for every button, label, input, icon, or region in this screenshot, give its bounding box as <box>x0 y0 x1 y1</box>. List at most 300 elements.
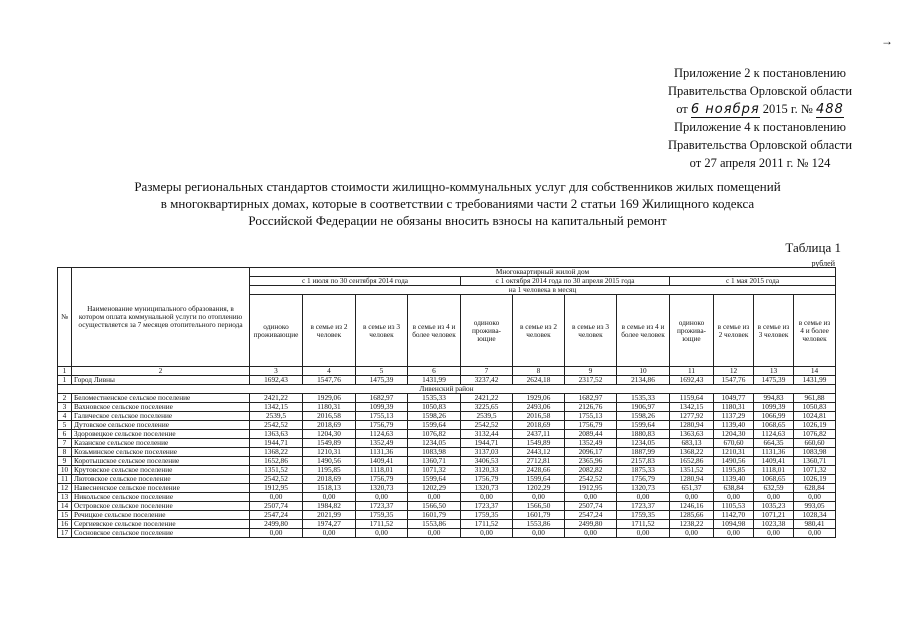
value-cell: 0,00 <box>250 529 303 538</box>
table-row <box>58 493 836 502</box>
value-cell: 1598,26 <box>408 412 461 421</box>
value-cell: 1139,40 <box>714 421 754 430</box>
table-row <box>58 403 836 412</box>
row-number: 4 <box>58 412 72 421</box>
value-cell: 1195,85 <box>303 466 356 475</box>
table-label: Таблица 1 <box>785 240 841 255</box>
table-row <box>58 511 836 520</box>
municipality-name: Навесненское сельское поселение <box>72 484 250 493</box>
value-cell: 1912,95 <box>250 484 303 493</box>
value-cell: 1929,06 <box>303 394 356 403</box>
value-cell: 0,00 <box>513 493 565 502</box>
row-number: 10 <box>58 466 72 475</box>
value-cell: 2089,44 <box>565 430 617 439</box>
value-cell: 1180,31 <box>303 403 356 412</box>
appendix-header-current <box>620 64 900 118</box>
value-cell: 1553,86 <box>513 520 565 529</box>
table-row <box>58 439 836 448</box>
value-cell: 1204,30 <box>303 430 356 439</box>
value-cell: 1363,63 <box>670 430 714 439</box>
value-cell: 1023,38 <box>754 520 794 529</box>
value-cell: 638,84 <box>714 484 754 493</box>
value-cell: 980,41 <box>794 520 836 529</box>
subheader-cell: в семье из 4 и более человек <box>617 295 670 367</box>
value-cell: 1352,49 <box>565 439 617 448</box>
municipality-name: Сергиевское сельское поселение <box>72 520 250 529</box>
value-cell: 1210,31 <box>714 448 754 457</box>
value-cell: 1549,89 <box>513 439 565 448</box>
value-cell: 2539,5 <box>461 412 513 421</box>
value-cell: 2018,69 <box>513 421 565 430</box>
value-cell: 2507,74 <box>565 502 617 511</box>
appendix-title: Приложение 2 к постановлению <box>674 66 846 80</box>
header-number: № <box>58 268 72 367</box>
column-number: 5 <box>356 367 408 376</box>
value-cell: 651,37 <box>670 484 714 493</box>
value-cell: 2421,22 <box>250 394 303 403</box>
value-cell: 0,00 <box>754 529 794 538</box>
value-cell: 1547,76 <box>303 376 356 385</box>
value-cell: 1490,56 <box>303 457 356 466</box>
value-cell: 1599,64 <box>617 421 670 430</box>
value-cell: 1280,94 <box>670 421 714 430</box>
header-per-person: на 1 человека в месяц <box>250 286 836 295</box>
value-cell: 1124,63 <box>356 430 408 439</box>
value-cell: 1071,21 <box>754 511 794 520</box>
subheader-cell: в семье из 2 человек <box>513 295 565 367</box>
value-cell: 0,00 <box>794 493 836 502</box>
value-cell: 3132,44 <box>461 430 513 439</box>
value-cell: 1755,13 <box>565 412 617 421</box>
value-cell: 993,05 <box>794 502 836 511</box>
value-cell: 0,00 <box>408 493 461 502</box>
value-cell: 1124,63 <box>754 430 794 439</box>
value-cell: 1368,22 <box>670 448 714 457</box>
value-cell: 2499,80 <box>565 520 617 529</box>
value-cell: 1234,05 <box>617 439 670 448</box>
value-cell: 1409,41 <box>356 457 408 466</box>
value-cell: 1692,43 <box>670 376 714 385</box>
value-cell: 1142,70 <box>714 511 754 520</box>
municipality-name: Здоровецкое сельское поселение <box>72 430 250 439</box>
table-row <box>58 529 836 538</box>
municipality-name: Островское сельское поселение <box>72 502 250 511</box>
value-cell: 1363,63 <box>250 430 303 439</box>
value-cell: 1105,53 <box>714 502 754 511</box>
value-cell: 2547,24 <box>565 511 617 520</box>
value-cell: 2421,22 <box>461 394 513 403</box>
value-cell: 2539,5 <box>250 412 303 421</box>
value-cell: 2542,52 <box>250 421 303 430</box>
value-cell: 2134,86 <box>617 376 670 385</box>
municipality-name: Беломестненское сельское поселение <box>72 394 250 403</box>
value-cell: 2547,24 <box>250 511 303 520</box>
value-cell: 0,00 <box>303 493 356 502</box>
table-row <box>58 520 836 529</box>
value-cell: 1984,82 <box>303 502 356 511</box>
value-cell: 628,84 <box>794 484 836 493</box>
value-cell: 1974,27 <box>303 520 356 529</box>
value-cell: 0,00 <box>617 529 670 538</box>
title-line-1: Размеры региональных стандартов стоимости жилищно-коммунальных услуг для собственников жилых помещений <box>134 179 781 194</box>
row-number: 17 <box>58 529 72 538</box>
table-row <box>58 412 836 421</box>
value-cell: 2126,76 <box>565 403 617 412</box>
column-number: 3 <box>250 367 303 376</box>
value-cell: 2018,69 <box>303 421 356 430</box>
title-line-2: в многоквартирных домах, которые в соответствии с требованиями части 2 статьи 169 Жилищного кодекса <box>160 196 755 211</box>
value-cell: 1139,40 <box>714 475 754 484</box>
value-cell: 1490,56 <box>714 457 754 466</box>
table-row <box>58 484 836 493</box>
value-cell: 1320,73 <box>617 484 670 493</box>
value-cell: 1076,82 <box>794 430 836 439</box>
value-cell: 0,00 <box>250 493 303 502</box>
municipality-name: Коротышское сельское поселение <box>72 457 250 466</box>
value-cell: 3225,65 <box>461 403 513 412</box>
value-cell: 3137,03 <box>461 448 513 457</box>
value-cell: 1475,39 <box>356 376 408 385</box>
municipality-name: Дутовское сельское поселение <box>72 421 250 430</box>
value-cell: 0,00 <box>617 493 670 502</box>
value-cell: 0,00 <box>670 529 714 538</box>
row-number: 8 <box>58 448 72 457</box>
value-cell: 1601,79 <box>408 511 461 520</box>
value-cell: 1756,79 <box>617 475 670 484</box>
value-cell: 1711,52 <box>461 520 513 529</box>
appendix-authority: Правительства Орловской области <box>667 84 853 98</box>
value-cell: 1049,77 <box>714 394 754 403</box>
value-cell: 1234,05 <box>408 439 461 448</box>
value-cell: 961,88 <box>794 394 836 403</box>
value-cell: 1280,94 <box>670 475 714 484</box>
value-cell: 1024,81 <box>794 412 836 421</box>
appendix-date-line <box>620 100 900 118</box>
municipality-name: Галическое сельское поселение <box>72 412 250 421</box>
value-cell: 1944,71 <box>250 439 303 448</box>
value-cell: 1756,79 <box>356 475 408 484</box>
municipality-name: Казанское сельское поселение <box>72 439 250 448</box>
value-cell: 1118,01 <box>356 466 408 475</box>
subheader-cell: в семье из 2 человек <box>714 295 754 367</box>
value-cell: 1887,99 <box>617 448 670 457</box>
value-cell: 1202,29 <box>513 484 565 493</box>
value-cell: 1071,32 <box>408 466 461 475</box>
municipality-name: Сосновское сельское поселение <box>72 529 250 538</box>
column-number: 7 <box>461 367 513 376</box>
value-cell: 1723,37 <box>617 502 670 511</box>
value-cell: 2021,99 <box>303 511 356 520</box>
table-row <box>58 421 836 430</box>
value-cell: 1756,79 <box>565 421 617 430</box>
value-cell: 0,00 <box>461 529 513 538</box>
value-cell: 1360,71 <box>794 457 836 466</box>
value-cell: 1131,36 <box>356 448 408 457</box>
value-cell: 1050,83 <box>408 403 461 412</box>
row-number: 13 <box>58 493 72 502</box>
value-cell: 2493,06 <box>513 403 565 412</box>
value-cell: 1026,19 <box>794 421 836 430</box>
value-cell: 1566,50 <box>513 502 565 511</box>
value-cell: 664,35 <box>754 439 794 448</box>
value-cell: 2542,52 <box>565 475 617 484</box>
value-cell: 1028,34 <box>794 511 836 520</box>
value-cell: 1599,64 <box>408 475 461 484</box>
header-period-2: с 1 октября 2014 года по 30 апреля 2015 года <box>461 277 670 286</box>
value-cell: 1549,89 <box>303 439 356 448</box>
column-number: 13 <box>754 367 794 376</box>
value-cell: 2507,74 <box>250 502 303 511</box>
value-cell: 3237,42 <box>461 376 513 385</box>
value-cell: 1320,73 <box>356 484 408 493</box>
value-cell: 1131,36 <box>754 448 794 457</box>
value-cell: 1195,85 <box>714 466 754 475</box>
value-cell: 670,60 <box>714 439 754 448</box>
value-cell: 0,00 <box>565 529 617 538</box>
value-cell: 1246,16 <box>670 502 714 511</box>
original-appendix-date: от 27 апреля 2011 г. № 124 <box>689 156 831 170</box>
value-cell: 1756,79 <box>356 421 408 430</box>
value-cell: 1711,52 <box>617 520 670 529</box>
value-cell: 1723,37 <box>461 502 513 511</box>
table-row <box>58 394 836 403</box>
region-name: Ливенский район <box>58 385 836 394</box>
row-number: 2 <box>58 394 72 403</box>
row-number: 7 <box>58 439 72 448</box>
value-cell: 1599,64 <box>408 421 461 430</box>
value-cell: 1652,86 <box>250 457 303 466</box>
value-cell: 0,00 <box>408 529 461 538</box>
value-cell: 1137,29 <box>714 412 754 421</box>
value-cell: 0,00 <box>670 493 714 502</box>
value-cell: 1118,01 <box>754 466 794 475</box>
value-cell: 1547,76 <box>714 376 754 385</box>
row-number: 14 <box>58 502 72 511</box>
municipality-name: Лютовское сельское поселение <box>72 475 250 484</box>
value-cell: 1071,32 <box>794 466 836 475</box>
table-row <box>58 457 836 466</box>
value-cell: 1204,30 <box>714 430 754 439</box>
value-cell: 3406,53 <box>461 457 513 466</box>
value-cell: 1050,83 <box>794 403 836 412</box>
subheader-cell: в семье из 4 и более человек <box>794 295 836 367</box>
value-cell: 1094,98 <box>714 520 754 529</box>
subheader-cell: в семье из 3 человек <box>565 295 617 367</box>
row-number: 1 <box>58 376 72 385</box>
value-cell: 1368,22 <box>250 448 303 457</box>
value-cell: 1099,39 <box>754 403 794 412</box>
municipality-name: Никольское сельское поселение <box>72 493 250 502</box>
municipality-name: Город Ливны <box>72 376 250 385</box>
value-cell: 0,00 <box>303 529 356 538</box>
value-cell: 683,13 <box>670 439 714 448</box>
column-number: 1 <box>58 367 72 376</box>
value-cell: 1238,22 <box>670 520 714 529</box>
value-cell: 2542,52 <box>461 421 513 430</box>
value-cell: 0,00 <box>565 493 617 502</box>
value-cell: 1906,97 <box>617 403 670 412</box>
column-number: 2 <box>72 367 250 376</box>
value-cell: 1351,52 <box>670 466 714 475</box>
subheader-cell: в семье из 2 человек <box>303 295 356 367</box>
value-cell: 2096,17 <box>565 448 617 457</box>
row-number: 6 <box>58 430 72 439</box>
table-row <box>58 466 836 475</box>
value-cell: 1755,13 <box>356 412 408 421</box>
value-cell: 1912,95 <box>565 484 617 493</box>
value-cell: 1068,65 <box>754 421 794 430</box>
value-cell: 1431,99 <box>408 376 461 385</box>
value-cell: 660,60 <box>794 439 836 448</box>
value-cell: 1320,73 <box>461 484 513 493</box>
value-cell: 1083,98 <box>794 448 836 457</box>
value-cell: 0,00 <box>754 493 794 502</box>
value-cell: 1598,26 <box>617 412 670 421</box>
value-cell: 0,00 <box>794 529 836 538</box>
value-cell: 1723,37 <box>356 502 408 511</box>
value-cell: 1682,97 <box>565 394 617 403</box>
value-cell: 1342,15 <box>670 403 714 412</box>
value-cell: 1351,52 <box>250 466 303 475</box>
original-appendix-authority: Правительства Орловской области <box>667 138 853 152</box>
value-cell: 2157,83 <box>617 457 670 466</box>
value-cell: 1652,86 <box>670 457 714 466</box>
value-cell: 2437,11 <box>513 430 565 439</box>
value-cell: 1692,43 <box>250 376 303 385</box>
value-cell: 1026,19 <box>794 475 836 484</box>
value-cell: 1756,79 <box>461 475 513 484</box>
handwritten-date: 6 ноября <box>690 102 760 117</box>
value-cell: 994,83 <box>754 394 794 403</box>
title-line-3: Российской Федерации не обязаны вносить взносы на капитальный ремонт <box>248 213 667 228</box>
value-cell: 1202,29 <box>408 484 461 493</box>
column-number: 4 <box>303 367 356 376</box>
value-cell: 2712,81 <box>513 457 565 466</box>
value-cell: 2499,80 <box>250 520 303 529</box>
value-cell: 1759,35 <box>356 511 408 520</box>
table-row <box>58 448 836 457</box>
table-row-city <box>58 376 836 385</box>
value-cell: 3120,33 <box>461 466 513 475</box>
document-title <box>90 178 825 229</box>
subheader-cell: одиноко проживающие <box>250 295 303 367</box>
table-row <box>58 502 836 511</box>
corner-mark: → <box>881 34 893 48</box>
units-label: рублей <box>811 259 835 268</box>
value-cell: 1875,33 <box>617 466 670 475</box>
value-cell: 1360,71 <box>408 457 461 466</box>
standards-table <box>57 267 836 538</box>
value-cell: 0,00 <box>513 529 565 538</box>
value-cell: 1068,65 <box>754 475 794 484</box>
value-cell: 1553,86 <box>408 520 461 529</box>
row-number: 16 <box>58 520 72 529</box>
value-cell: 1880,83 <box>617 430 670 439</box>
subheader-cell: в семье из 4 и более человек <box>408 295 461 367</box>
value-cell: 0,00 <box>714 493 754 502</box>
value-cell: 2018,69 <box>303 475 356 484</box>
value-cell: 2082,82 <box>565 466 617 475</box>
region-row <box>58 385 836 394</box>
value-cell: 2016,58 <box>513 412 565 421</box>
subheader-cell: одиноко прожива-ющие <box>670 295 714 367</box>
value-cell: 1518,13 <box>303 484 356 493</box>
value-cell: 1076,82 <box>408 430 461 439</box>
date-prefix: от <box>676 102 688 116</box>
row-number: 3 <box>58 403 72 412</box>
municipality-name: Козьминское сельское поселение <box>72 448 250 457</box>
value-cell: 1682,97 <box>356 394 408 403</box>
value-cell: 1099,39 <box>356 403 408 412</box>
municipality-name: Крутовское сельское поселение <box>72 466 250 475</box>
value-cell: 1566,50 <box>408 502 461 511</box>
value-cell: 1535,33 <box>408 394 461 403</box>
value-cell: 2443,12 <box>513 448 565 457</box>
row-number: 5 <box>58 421 72 430</box>
table-row <box>58 475 836 484</box>
original-appendix-title: Приложение 4 к постановлению <box>674 120 846 134</box>
value-cell: 632,59 <box>754 484 794 493</box>
row-number: 11 <box>58 475 72 484</box>
appendix-header-original <box>620 118 900 172</box>
value-cell: 1431,99 <box>794 376 836 385</box>
value-cell: 1180,31 <box>714 403 754 412</box>
value-cell: 1159,64 <box>670 394 714 403</box>
value-cell: 1599,64 <box>513 475 565 484</box>
municipality-name: Вахновское сельское поселение <box>72 403 250 412</box>
header-period-1: с 1 июля по 30 сентября 2014 года <box>250 277 461 286</box>
value-cell: 1759,35 <box>617 511 670 520</box>
row-number: 15 <box>58 511 72 520</box>
value-cell: 1352,49 <box>356 439 408 448</box>
value-cell: 1929,06 <box>513 394 565 403</box>
value-cell: 0,00 <box>356 529 408 538</box>
handwritten-number: 488 <box>815 102 844 117</box>
column-number: 14 <box>794 367 836 376</box>
subheader-cell: одиноко прожива-ющие <box>461 295 513 367</box>
value-cell: 2428,66 <box>513 466 565 475</box>
value-cell: 1409,41 <box>754 457 794 466</box>
value-cell: 2365,96 <box>565 457 617 466</box>
value-cell: 1535,33 <box>617 394 670 403</box>
value-cell: 1210,31 <box>303 448 356 457</box>
value-cell: 2317,52 <box>565 376 617 385</box>
value-cell: 1285,66 <box>670 511 714 520</box>
value-cell: 1711,52 <box>356 520 408 529</box>
value-cell: 1601,79 <box>513 511 565 520</box>
column-number: 9 <box>565 367 617 376</box>
value-cell: 2016,58 <box>303 412 356 421</box>
value-cell: 1083,98 <box>408 448 461 457</box>
column-number: 10 <box>617 367 670 376</box>
value-cell: 1035,23 <box>754 502 794 511</box>
value-cell: 1342,15 <box>250 403 303 412</box>
value-cell: 0,00 <box>714 529 754 538</box>
subheader-cell: в семье из 3 человек <box>356 295 408 367</box>
row-number: 9 <box>58 457 72 466</box>
date-suffix: 2015 г. № <box>762 102 813 116</box>
value-cell: 2542,52 <box>250 475 303 484</box>
value-cell: 1475,39 <box>754 376 794 385</box>
value-cell: 0,00 <box>356 493 408 502</box>
header-municipality: Наименование муниципального образования, в котором оплата коммунальной услуги по отоплению осуществляется за 7 месяцев отопительного периода <box>72 268 250 367</box>
value-cell: 1066,99 <box>754 412 794 421</box>
value-cell: 0,00 <box>461 493 513 502</box>
subheader-cell: в семье из 3 человек <box>754 295 794 367</box>
value-cell: 2624,18 <box>513 376 565 385</box>
value-cell: 1944,71 <box>461 439 513 448</box>
row-number: 12 <box>58 484 72 493</box>
